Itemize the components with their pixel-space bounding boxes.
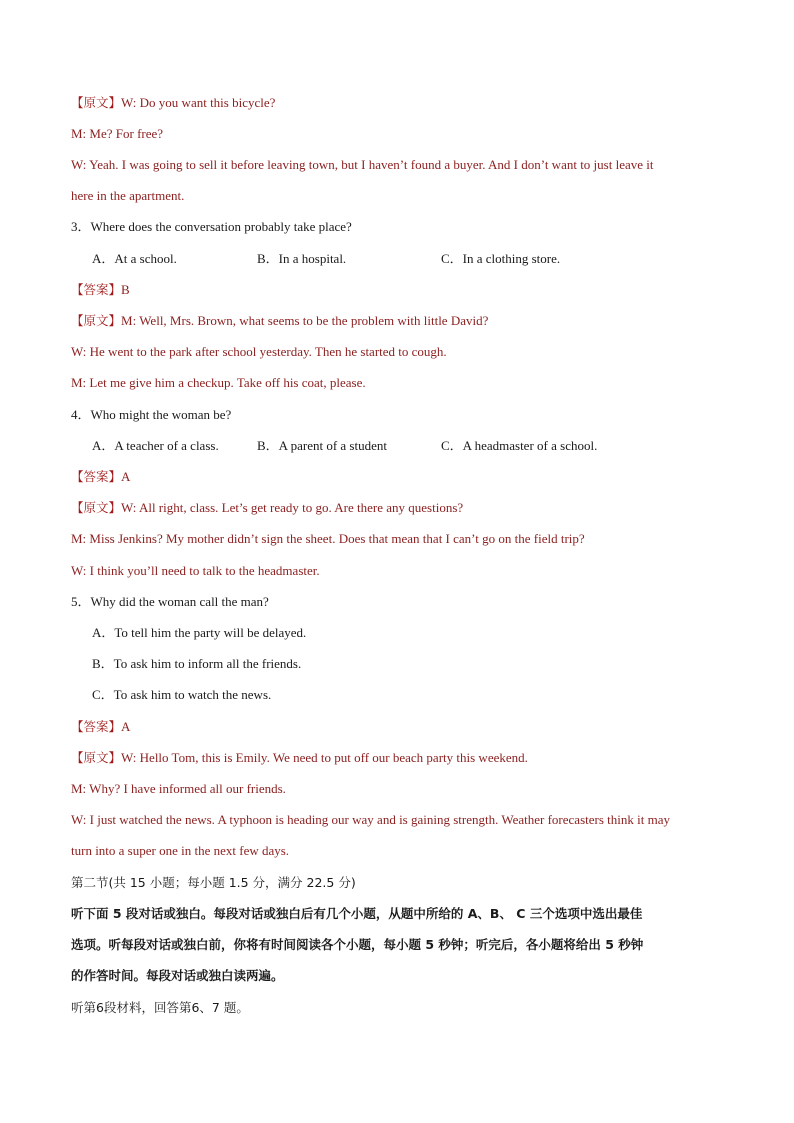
answer-value: A bbox=[121, 469, 131, 484]
transcript-line: W: He went to the park after school yesterday. Then he started to cough. bbox=[71, 344, 447, 359]
transcript-line bbox=[71, 94, 724, 112]
transcript-line: turn into a super one in the next few days. bbox=[71, 843, 290, 858]
question-5: 5．Why did the woman call the man? bbox=[71, 594, 269, 609]
answer-tag: 【答案】 bbox=[71, 469, 122, 484]
question-4: 4．Who might the woman be? bbox=[71, 407, 232, 422]
answer-tag: 【答案】 bbox=[71, 719, 122, 734]
q5-option-c: C．To ask him to watch the news. bbox=[92, 687, 272, 702]
q3-option-a: A．At a school. bbox=[92, 251, 177, 266]
transcript-text: W: Do you want this bicycle? bbox=[121, 95, 276, 110]
q3-option-c: C．In a clothing store. bbox=[441, 251, 561, 266]
section-heading: 第二节(共 15 小题；每小题 1.5 分，满分 22.5 分) bbox=[71, 875, 356, 890]
q5-option-a: A．To tell him the party will be delayed. bbox=[92, 625, 307, 640]
transcript-line: W: I just watched the news. A typhoon is heading our way and is gaining strength. Weather forecasters think it may bbox=[71, 812, 670, 827]
transcript-line: M: Miss Jenkins? My mother didn’t sign the sheet. Does that mean that I can’t go on the field trip? bbox=[71, 531, 585, 546]
transcript-text: W: Hello Tom, this is Emily. We need to put off our beach party this weekend. bbox=[121, 750, 528, 765]
section-instructions: 听下面 5 段对话或独白。每段对话或独白后有几个小题，从题中所给的 A、B、 C 三个选项中选出最佳 bbox=[71, 906, 643, 921]
q3-option-b: B．In a hospital. bbox=[257, 251, 347, 266]
transcript-line: here in the apartment. bbox=[71, 188, 185, 203]
transcript-line bbox=[71, 312, 724, 330]
transcript-line bbox=[71, 749, 724, 767]
transcript-line bbox=[71, 499, 724, 517]
transcript-tag: 【原文】 bbox=[71, 95, 122, 110]
answer-value: B bbox=[121, 282, 130, 297]
transcript-line: M: Me? For free? bbox=[71, 126, 164, 141]
transcript-line: M: Why? I have informed all our friends. bbox=[71, 781, 286, 796]
transcript-line: M: Let me give him a checkup. Take off his coat, please. bbox=[71, 375, 366, 390]
transcript-tag: 【原文】 bbox=[71, 750, 122, 765]
transcript-tag: 【原文】 bbox=[71, 313, 122, 328]
transcript-tag: 【原文】 bbox=[71, 500, 122, 515]
q5-answer bbox=[71, 718, 724, 736]
transcript-line: W: Yeah. I was going to sell it before leaving town, but I haven’t found a buyer. And I don’t want to just leave it bbox=[71, 157, 654, 172]
q4-answer bbox=[71, 468, 724, 486]
q3-answer bbox=[71, 281, 724, 299]
transcript-text: W: All right, class. Let’s get ready to go. Are there any questions? bbox=[121, 500, 464, 515]
answer-tag: 【答案】 bbox=[71, 282, 122, 297]
section-instructions: 的作答时间。每段对话或独白读两遍。 bbox=[71, 968, 284, 983]
question-3: 3．Where does the conversation probably take place? bbox=[71, 219, 352, 234]
q4-option-c: C．A headmaster of a school. bbox=[441, 438, 598, 453]
transcript-text: M: Well, Mrs. Brown, what seems to be the problem with little David? bbox=[121, 313, 489, 328]
q5-option-b: B．To ask him to inform all the friends. bbox=[92, 656, 302, 671]
q4-option-a: A．A teacher of a class. bbox=[92, 438, 219, 453]
material-prompt: 听第6段材料，回答第6、7 题。 bbox=[71, 1000, 249, 1015]
section-instructions: 选项。听每段对话或独白前，你将有时间阅读各个小题，每小题 5 秒钟；听完后，各小题将给出 5 秒钟 bbox=[71, 937, 644, 952]
transcript-line: W: I think you’ll need to talk to the headmaster. bbox=[71, 563, 320, 578]
q4-option-b: B．A parent of a student bbox=[257, 438, 387, 453]
answer-value: A bbox=[121, 719, 131, 734]
